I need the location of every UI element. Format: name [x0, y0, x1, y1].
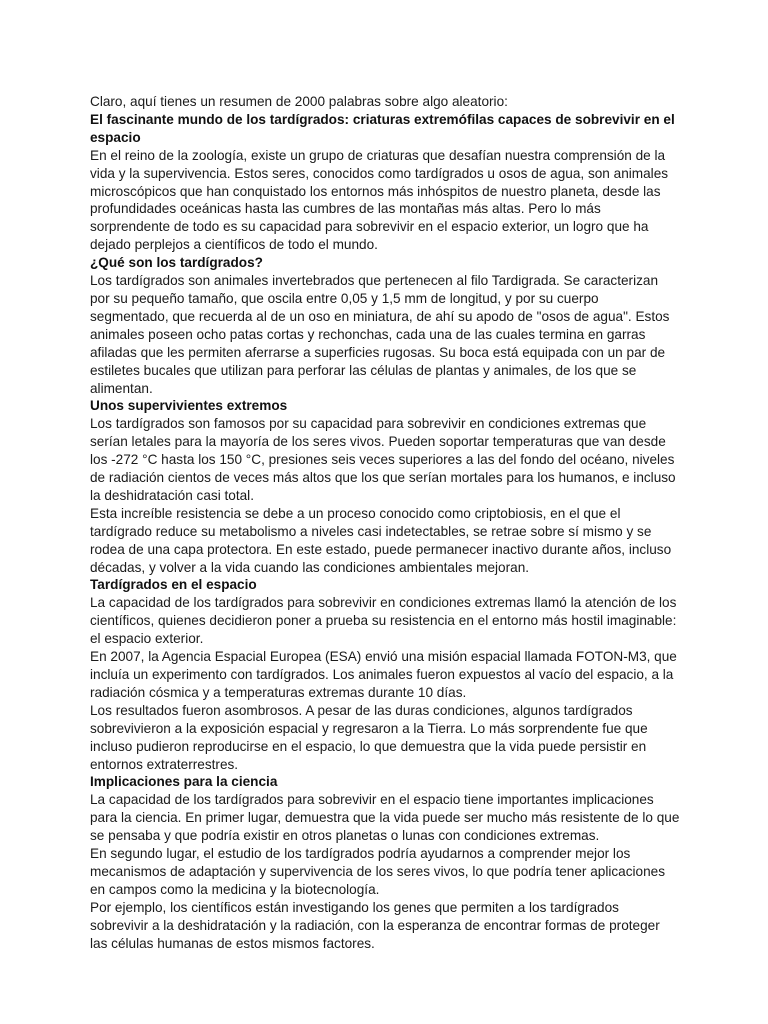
document-page	[90, 93, 680, 953]
body-paragraph: Los tardígrados son animales invertebrados que pertenecen al filo Tardigrada. Se caracterizan por su pequeño tamaño, que oscila entre 0,05 y 1,5 mm de longitud, y por su cuerpo segmentado, que recuerda al de un oso en miniatura, de ahí su apodo de "osos de agua". Estos animales poseen ocho patas cortas y rechonchas, cada una de las cuales termina en garras afiladas que les permiten aferrarse a superficies rugosas. Su boca está equipada con un par de estiletes bucales que utilizan para perforar las células de plantas y animales, de los que se alimentan.	[90, 273, 670, 396]
body-paragraph: Esta increíble resistencia se debe a un proceso conocido como criptobiosis, en el que el tardígrado reduce su metabolismo a niveles casi indetectables, se retrae sobre sí mismo y se rodea de una capa protectora. En este estado, puede permanecer inactivo durante años, incluso décadas, y volver a la vida cuando las condiciones ambientales mejoran.	[90, 505, 672, 575]
section-heading: Unos supervivientes extremos	[90, 398, 288, 414]
section-heading: Tardígrados en el espacio	[90, 577, 257, 593]
document-title: El fascinante mundo de los tardígrados: criaturas extremófilas capaces de sobrevivir en el espacio	[90, 111, 675, 145]
section-heading: ¿Qué son los tardígrados?	[90, 255, 263, 271]
section-heading: Implicaciones para la ciencia	[90, 774, 278, 790]
body-paragraph: La capacidad de los tardígrados para sobrevivir en condiciones extremas llamó la atención de los científicos, quienes decidieron poner a prueba su resistencia en el entorno más hostil imaginable: el espacio exterior.	[90, 595, 677, 647]
body-paragraph: La capacidad de los tardígrados para sobrevivir en el espacio tiene importantes implicaciones para la ciencia. En primer lugar, demuestra que la vida puede ser mucho más resistente de lo que se pensaba y que podría existir en otros planetas o lunas con condiciones extremas.	[90, 792, 680, 844]
body-paragraph: En segundo lugar, el estudio de los tardígrados podría ayudarnos a comprender mejor los mecanismos de adaptación y supervivencia de los seres vivos, lo que podría tener aplicaciones en campos como la medicina y la biotecnología.	[90, 846, 666, 897]
body-paragraph: En el reino de la zoología, existe un grupo de criaturas que desafían nuestra comprensión de la vida y la supervivencia. Estos seres, conocidos como tardígrados u osos de agua, son animales microscópicos que han conquistado los entornos más inhóspitos de nuestro planeta, desde las profundidades oceánicas hasta las cumbres de las montañas más altas. Pero lo más sorprendente de todo es su capacidad para sobrevivir en el espacio exterior, un logro que ha dejado perplejos a científicos de todo el mundo.	[90, 147, 669, 253]
body-paragraph: En 2007, la Agencia Espacial Europea (ESA) envió una misión espacial llamada FOTON-M3, que incluía un experimento con tardígrados. Los animales fueron expuestos al vacío del espacio, a la radiación cósmica y a temperaturas extremas durante 10 días.	[90, 649, 677, 700]
intro-paragraph: Claro, aquí tienes un resumen de 2000 palabras sobre algo aleatorio:	[90, 94, 508, 109]
body-paragraph: Los tardígrados son famosos por su capacidad para sobrevivir en condiciones extremas que serían letales para la mayoría de los seres vivos. Pueden soportar temperaturas que van desde los -272 °C hasta los 150 °C, presiones seis veces superiores a las del fondo del océano, niveles de radiación cientos de veces más altos que los que serían mortales para los humanos, e incluso la deshidratación casi total.	[90, 416, 676, 503]
body-paragraph: Los resultados fueron asombrosos. A pesar de las duras condiciones, algunos tardígrados sobrevivieron a la exposición espacial y regresaron a la Tierra. Lo más sorprendente fue que incluso pudieron reproducirse en el espacio, lo que demuestra que la vida puede persistir en entornos extraterrestres.	[90, 702, 648, 772]
body-paragraph: Por ejemplo, los científicos están investigando los genes que permiten a los tardígrados sobrevivir a la deshidratación y la radiación, con la esperanza de encontrar formas de proteger las células humanas de estos mismos factores.	[90, 899, 660, 951]
